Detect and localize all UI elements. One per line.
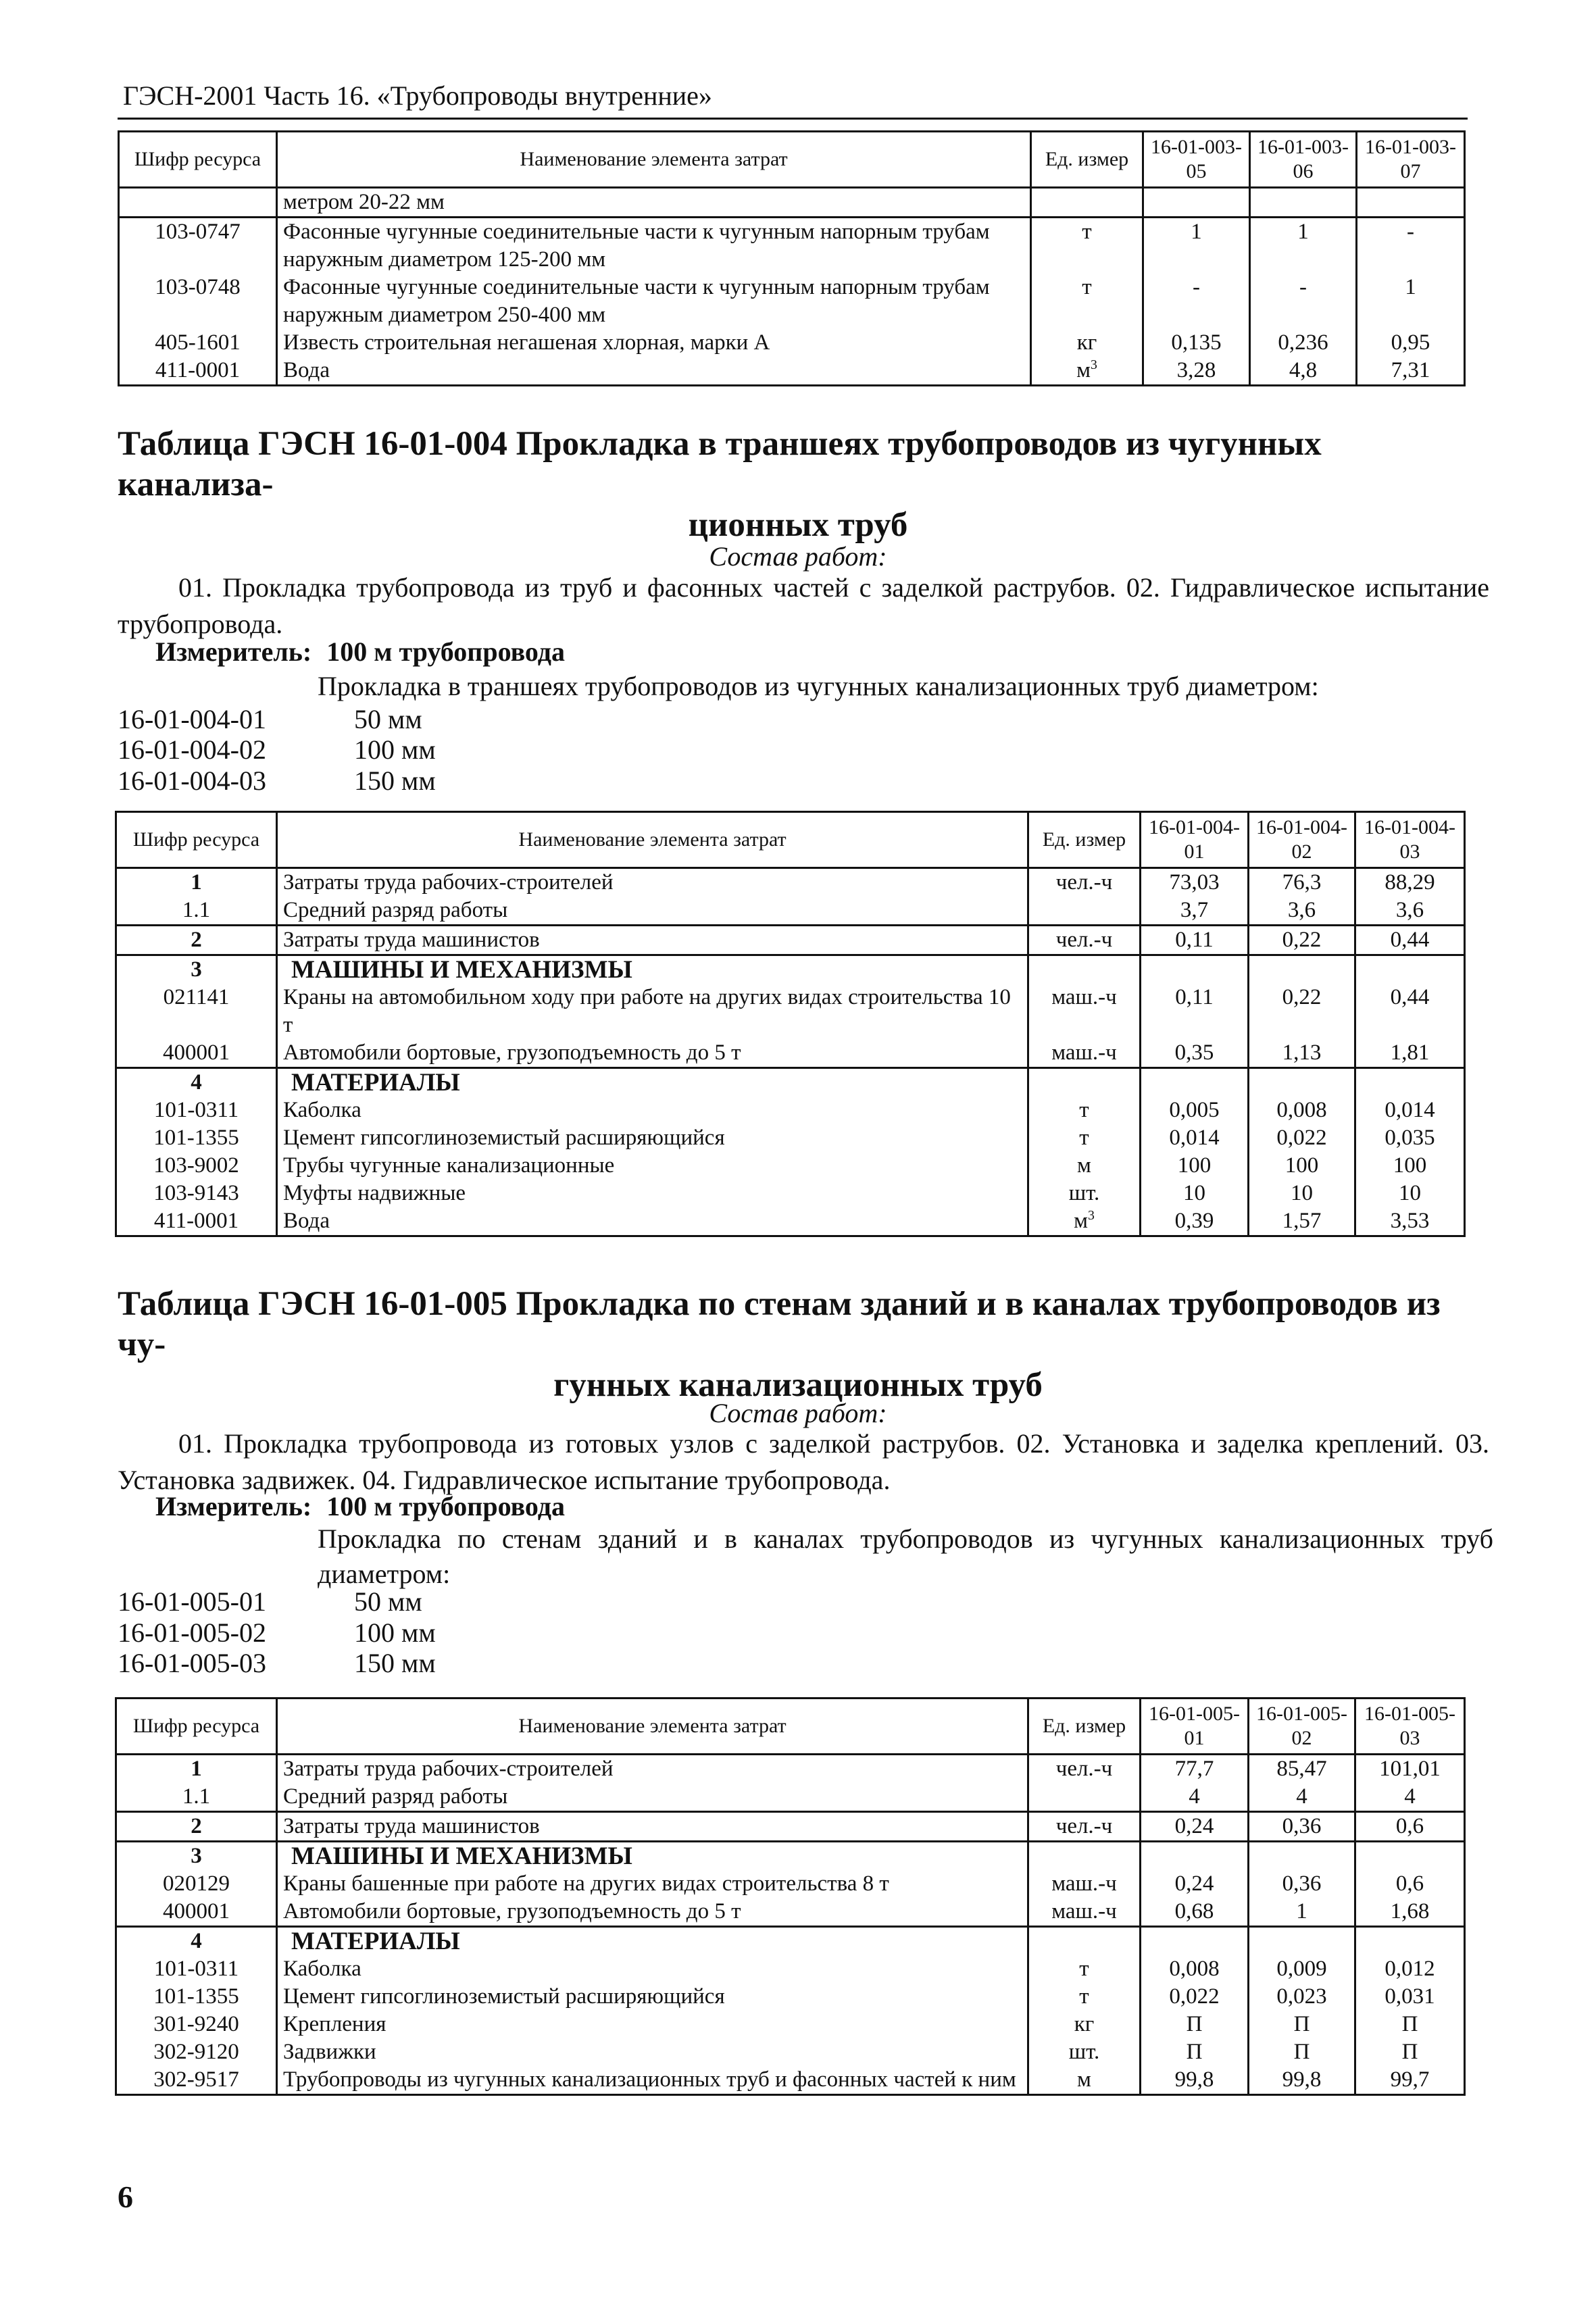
cell-unit: кг: [1031, 329, 1143, 357]
cell-value: 0,36: [1249, 1812, 1355, 1842]
cell-value: -: [1143, 274, 1250, 329]
work-composition-text: 01. Прокладка трубопровода из готовых узлов с заделкой раструбов. 02. Установка и заделка креплений. 03. Установка задвижек. 04. Гидравлическое испытание трубопровода.: [118, 1428, 1489, 1495]
cell-unit: маш.-ч: [1028, 1898, 1141, 1927]
cell-name: Цемент гипсоглиноземистый расширяющийся: [277, 1124, 1028, 1152]
col-header-unit: Ед. измер: [1031, 132, 1143, 188]
col-header-code: Шифр ресурса: [116, 1699, 277, 1755]
cell-value: 99,8: [1141, 2066, 1249, 2095]
cell-value: 4: [1249, 1783, 1355, 1812]
cell-value: 1: [1357, 274, 1465, 329]
cell-unit: м: [1028, 1152, 1141, 1180]
table-row: [116, 1755, 1465, 1784]
cell-code: 301-9240: [116, 2011, 277, 2038]
cell-unit: шт.: [1028, 2038, 1141, 2066]
cell-value: 0,022: [1249, 1124, 1355, 1152]
variants-intro: Прокладка по стенам зданий и в каналах трубопроводов из чугунных канализационных труб диаметром:: [318, 1524, 1493, 1589]
cell-value: 0,36: [1249, 1870, 1355, 1898]
col-header-code: Шифр ресурса: [119, 132, 277, 188]
page-number: 6: [118, 2180, 133, 2214]
table-row: [116, 1097, 1465, 1124]
cell-unit: [1028, 1783, 1141, 1812]
table-row: [116, 1842, 1465, 1871]
cell-name: Цемент гипсоглиноземистый расширяющийся: [277, 1983, 1028, 2011]
cell-value: 0,22: [1249, 926, 1355, 955]
variant-code: 16-01-005-03: [118, 1648, 266, 1678]
cell-value: 10: [1355, 1180, 1465, 1207]
cell-unit: маш.-ч: [1028, 1039, 1141, 1068]
cell-value: 1,57: [1249, 1207, 1355, 1236]
cell-name: Каболка: [277, 1955, 1028, 1983]
variant-size: 100 мм: [354, 1617, 436, 1648]
cell-value: [1249, 955, 1355, 984]
cell-unit: кг: [1028, 2011, 1141, 2038]
cell-value: 1,13: [1249, 1039, 1355, 1068]
cell-value: 10: [1141, 1180, 1249, 1207]
measure-value: 100 м трубопровода: [326, 1491, 565, 1521]
cell-name: Фасонные чугунные соединительные части к чугунным напорным трубам наружным диаметром 125-200 мм: [277, 218, 1031, 274]
table-header-row: [116, 812, 1465, 868]
table-title-line1: Таблица ГЭСН 16-01-004 Прокладка в траншеях трубопроводов из чугунных канализа-: [118, 425, 1322, 503]
cell-code: 1: [116, 1755, 277, 1784]
cell-value: 4: [1355, 1783, 1465, 1812]
cell-value: [1249, 1842, 1355, 1871]
cell-code: 101-0311: [116, 1955, 277, 1983]
table-title-line2: гунных канализационных труб: [553, 1366, 1043, 1404]
variant-line: [118, 1584, 422, 1619]
work-composition-heading: Состав работ:: [709, 541, 887, 572]
cell-unit: т: [1028, 1955, 1141, 1983]
table-title-line1: Таблица ГЭСН 16-01-005 Прокладка по стенам зданий и в каналах трубопроводов из чу-: [118, 1285, 1441, 1363]
cell-value: 0,014: [1355, 1097, 1465, 1124]
cell-value: 88,29: [1355, 868, 1465, 897]
cell-value: 10: [1249, 1180, 1355, 1207]
cell-value: 1,81: [1355, 1039, 1465, 1068]
cell-value: 0,6: [1355, 1870, 1465, 1898]
cell-code: 101-1355: [116, 1124, 277, 1152]
cell-value: П: [1249, 2038, 1355, 2066]
cell-name: Затраты труда рабочих-строителей: [277, 1755, 1028, 1784]
table-title-004: [118, 424, 1478, 545]
cell-value: 0,24: [1141, 1870, 1249, 1898]
table-row: [116, 1180, 1465, 1207]
cell-value: 0,95: [1357, 329, 1465, 357]
cell-value: П: [1355, 2038, 1465, 2066]
cell-code: 400001: [116, 1898, 277, 1927]
table-header-row: [116, 1699, 1465, 1755]
cell-value: 99,7: [1355, 2066, 1465, 2095]
measure-label: Измеритель:: [155, 636, 312, 667]
cell-value: 0,22: [1249, 984, 1355, 1039]
cell-code: 405-1601: [119, 329, 277, 357]
table-row: [116, 1898, 1465, 1927]
cell-name: Трубопроводы из чугунных канализационных труб и фасонных частей к ним: [277, 2066, 1028, 2095]
cell-code: 020129: [116, 1870, 277, 1898]
cell-name: Затраты труда рабочих-строителей: [277, 868, 1028, 897]
col-header-norm-2: 16-01-004-02: [1249, 812, 1355, 868]
variant-line: [118, 1646, 436, 1681]
measure-line: [155, 636, 565, 668]
cell-value: 76,3: [1249, 868, 1355, 897]
cell-name: Средний разряд работы: [277, 1783, 1028, 1812]
table-row: [116, 926, 1465, 955]
cell-value: [1357, 188, 1465, 218]
col-header-norm-1: 16-01-004-01: [1141, 812, 1249, 868]
col-header-norm-2: 16-01-003-06: [1250, 132, 1357, 188]
table-row: [116, 1152, 1465, 1180]
cell-name: Трубы чугунные канализационные: [277, 1152, 1028, 1180]
cell-unit: $м^3$: [1028, 1207, 1141, 1236]
work-composition-text: 01. Прокладка трубопровода из труб и фасонных частей с заделкой раструбов. 02. Гидравлическое испытание трубопровода.: [118, 572, 1489, 639]
cell-value: -: [1357, 218, 1465, 274]
cell-unit: $м^3$: [1031, 357, 1143, 386]
cell-value: 100: [1249, 1152, 1355, 1180]
variant-code: 16-01-004-03: [118, 765, 266, 796]
running-header: ГЭСН-2001 Часть 16. «Трубопроводы внутренние»: [123, 80, 712, 111]
cell-value: 0,035: [1355, 1124, 1465, 1152]
cell-code: 103-9002: [116, 1152, 277, 1180]
cell-value: [1249, 1927, 1355, 1956]
variant-line: [118, 732, 436, 768]
cell-value: [1141, 1927, 1249, 1956]
cell-unit: т: [1031, 274, 1143, 329]
col-header-unit: Ед. измер: [1028, 812, 1141, 868]
cell-value: 0,022: [1141, 1983, 1249, 2011]
cell-name: Средний разряд работы: [277, 897, 1028, 926]
table-row: [116, 1124, 1465, 1152]
cell-value: [1141, 1068, 1249, 1097]
cell-code: 021141: [116, 984, 277, 1039]
cell-name: Краны на автомобильном ходу при работе на других видах строительства 10 т: [277, 984, 1028, 1039]
cell-value: 7,31: [1357, 357, 1465, 386]
cell-name: Крепления: [277, 2011, 1028, 2038]
cell-value: 85,47: [1249, 1755, 1355, 1784]
cell-value: [1355, 1842, 1465, 1871]
cell-value: 3,28: [1143, 357, 1250, 386]
variant-code: 16-01-004-01: [118, 704, 266, 734]
cell-unit: м: [1028, 2066, 1141, 2095]
cell-code: 2: [116, 926, 277, 955]
cell-value: 0,009: [1249, 1955, 1355, 1983]
cell-code: 4: [116, 1927, 277, 1956]
cell-name: Каболка: [277, 1097, 1028, 1124]
col-header-code: Шифр ресурса: [116, 812, 277, 868]
cell-name: Вода: [277, 357, 1031, 386]
cell-code: 2: [116, 1812, 277, 1842]
table-row: [119, 357, 1465, 386]
cell-value: 100: [1355, 1152, 1465, 1180]
cell-value: 0,68: [1141, 1898, 1249, 1927]
cell-value: П: [1141, 2038, 1249, 2066]
table-row: [116, 897, 1465, 926]
cell-value: 0,35: [1141, 1039, 1249, 1068]
table-row: [116, 1812, 1465, 1842]
cell-code: 3: [116, 955, 277, 984]
cell-name: Автомобили бортовые, грузоподъемность до 5 т: [277, 1039, 1028, 1068]
cell-code: 101-0311: [116, 1097, 277, 1124]
cell-code: 1: [116, 868, 277, 897]
measure-label: Измеритель:: [155, 1491, 312, 1521]
cell-name: Муфты надвижные: [277, 1180, 1028, 1207]
cell-unit: чел.-ч: [1028, 1755, 1141, 1784]
table-row: [119, 188, 1465, 218]
table-row: [116, 1983, 1465, 2011]
cell-unit: [1028, 1927, 1141, 1956]
cell-unit: т: [1028, 1983, 1141, 2011]
cell-name: Фасонные чугунные соединительные части к чугунным напорным трубам наружным диаметром 250-400 мм: [277, 274, 1031, 329]
cell-unit: [1028, 897, 1141, 926]
col-header-norm-3: 16-01-003-07: [1357, 132, 1465, 188]
cell-section-heading: МАТЕРИАЛЫ: [277, 1068, 1028, 1097]
cell-unit: [1028, 1842, 1141, 1871]
cell-value: [1141, 955, 1249, 984]
cell-value: 4,8: [1250, 357, 1357, 386]
col-header-norm-1: 16-01-003-05: [1143, 132, 1250, 188]
table-row: [116, 1870, 1465, 1898]
cell-code: 103-0747: [119, 218, 277, 274]
col-header-name: Наименование элемента затрат: [277, 1699, 1028, 1755]
cell-name: Краны башенные при работе на других видах строительства 8 т: [277, 1870, 1028, 1898]
cell-name: Затраты труда машинистов: [277, 926, 1028, 955]
cell-unit: маш.-ч: [1028, 984, 1141, 1039]
variant-code: 16-01-005-02: [118, 1617, 266, 1648]
resource-table-004: [115, 811, 1466, 1237]
cell-name: Автомобили бортовые, грузоподъемность до 5 т: [277, 1898, 1028, 1927]
table-row: [116, 984, 1465, 1039]
cell-value: 4: [1141, 1783, 1249, 1812]
cell-value: П: [1355, 2011, 1465, 2038]
cell-value: 101,01: [1355, 1755, 1465, 1784]
cell-unit: маш.-ч: [1028, 1870, 1141, 1898]
header-rule: [118, 118, 1468, 120]
cell-unit: т: [1028, 1097, 1141, 1124]
cell-value: [1249, 1068, 1355, 1097]
cell-value: 3,7: [1141, 897, 1249, 926]
cell-value: 0,012: [1355, 1955, 1465, 1983]
cell-section-heading: МАШИНЫ И МЕХАНИЗМЫ: [277, 955, 1028, 984]
cell-value: 3,53: [1355, 1207, 1465, 1236]
cell-value: 99,8: [1249, 2066, 1355, 2095]
cell-code: 1.1: [116, 897, 277, 926]
cell-value: 0,6: [1355, 1812, 1465, 1842]
measure-value: 100 м трубопровода: [326, 636, 565, 667]
cell-unit: [1031, 188, 1143, 218]
table-row: [116, 1955, 1465, 1983]
table-row: [116, 955, 1465, 984]
table-title-005: [118, 1284, 1478, 1405]
variants-intro: Прокладка в траншеях трубопроводов из чугунных канализационных труб диаметром:: [318, 671, 1319, 701]
cell-name: метром 20-22 мм: [277, 188, 1031, 218]
table-row: [119, 218, 1465, 274]
col-header-unit: Ед. измер: [1028, 1699, 1141, 1755]
cell-unit: шт.: [1028, 1180, 1141, 1207]
table-row: [116, 1207, 1465, 1236]
cell-code: 103-0748: [119, 274, 277, 329]
cell-value: [1355, 1068, 1465, 1097]
cell-code: 4: [116, 1068, 277, 1097]
cell-value: 0,023: [1249, 1983, 1355, 2011]
cell-code: 411-0001: [116, 1207, 277, 1236]
cell-value: 1,68: [1355, 1898, 1465, 1927]
cell-value: 0,008: [1141, 1955, 1249, 1983]
cell-name: Затраты труда машинистов: [277, 1812, 1028, 1842]
cell-unit: чел.-ч: [1028, 926, 1141, 955]
cell-code: 411-0001: [119, 357, 277, 386]
cell-value: [1250, 188, 1357, 218]
cell-value: 0,39: [1141, 1207, 1249, 1236]
cell-value: 1: [1250, 218, 1357, 274]
variant-size: 50 мм: [354, 1586, 422, 1617]
cell-value: 0,44: [1355, 984, 1465, 1039]
cell-section-heading: МАТЕРИАЛЫ: [277, 1927, 1028, 1956]
cell-value: 0,236: [1250, 329, 1357, 357]
col-header-norm-3: 16-01-005-03: [1355, 1699, 1465, 1755]
col-header-norm-2: 16-01-005-02: [1249, 1699, 1355, 1755]
cell-value: 0,135: [1143, 329, 1250, 357]
cell-unit: чел.-ч: [1028, 868, 1141, 897]
cell-value: 0,031: [1355, 1983, 1465, 2011]
cell-code: [119, 188, 277, 218]
col-header-name: Наименование элемента затрат: [277, 132, 1031, 188]
table-title-line2: ционных труб: [688, 506, 908, 544]
cell-code: 400001: [116, 1039, 277, 1068]
col-header-norm-3: 16-01-004-03: [1355, 812, 1465, 868]
cell-unit: т: [1028, 1124, 1141, 1152]
cell-value: -: [1250, 274, 1357, 329]
table-row: [116, 1068, 1465, 1097]
cell-value: [1141, 1842, 1249, 1871]
cell-value: 100: [1141, 1152, 1249, 1180]
col-header-name: Наименование элемента затрат: [277, 812, 1028, 868]
cell-value: 0,005: [1141, 1097, 1249, 1124]
cell-unit: т: [1031, 218, 1143, 274]
table-row: [116, 2011, 1465, 2038]
variant-code: 16-01-005-01: [118, 1586, 266, 1617]
cell-unit: чел.-ч: [1028, 1812, 1141, 1842]
cell-unit: [1028, 1068, 1141, 1097]
variant-size: 150 мм: [354, 1648, 436, 1678]
cell-value: 3,6: [1355, 897, 1465, 926]
col-header-norm-1: 16-01-005-01: [1141, 1699, 1249, 1755]
table-row: [116, 1927, 1465, 1956]
table-row: [116, 868, 1465, 897]
cell-code: 302-9120: [116, 2038, 277, 2066]
variant-line: [118, 763, 436, 799]
cell-value: 0,008: [1249, 1097, 1355, 1124]
resource-table-005: [115, 1697, 1466, 2096]
variant-code: 16-01-004-02: [118, 734, 266, 765]
variant-size: 150 мм: [354, 765, 436, 796]
cell-name: Известь строительная негашеная хлорная, марки А: [277, 329, 1031, 357]
cell-value: [1355, 955, 1465, 984]
table-row: [119, 329, 1465, 357]
table-row: [116, 2038, 1465, 2066]
cell-value: 0,014: [1141, 1124, 1249, 1152]
cell-code: 101-1355: [116, 1983, 277, 2011]
cell-code: 103-9143: [116, 1180, 277, 1207]
resource-table-003: [118, 130, 1466, 386]
variant-size: 100 мм: [354, 734, 436, 765]
table-row: [116, 1783, 1465, 1812]
cell-value: 77,7: [1141, 1755, 1249, 1784]
cell-value: 0,11: [1141, 984, 1249, 1039]
cell-value: [1143, 188, 1250, 218]
table-header-row: [119, 132, 1465, 188]
measure-line: [155, 1490, 565, 1522]
cell-value: 0,44: [1355, 926, 1465, 955]
cell-value: 73,03: [1141, 868, 1249, 897]
cell-unit: [1028, 955, 1141, 984]
table-row: [119, 274, 1465, 329]
cell-code: 302-9517: [116, 2066, 277, 2095]
table-row: [116, 1039, 1465, 1068]
cell-section-heading: МАШИНЫ И МЕХАНИЗМЫ: [277, 1842, 1028, 1871]
cell-value: [1355, 1927, 1465, 1956]
table-row: [116, 2066, 1465, 2095]
cell-name: Вода: [277, 1207, 1028, 1236]
cell-name: Задвижки: [277, 2038, 1028, 2066]
cell-value: 1: [1249, 1898, 1355, 1927]
cell-value: 1: [1143, 218, 1250, 274]
cell-value: 0,11: [1141, 926, 1249, 955]
cell-value: 0,24: [1141, 1812, 1249, 1842]
variant-size: 50 мм: [354, 704, 422, 734]
cell-code: 1.1: [116, 1783, 277, 1812]
cell-code: 3: [116, 1842, 277, 1871]
cell-value: П: [1141, 2011, 1249, 2038]
cell-value: П: [1249, 2011, 1355, 2038]
cell-value: 3,6: [1249, 897, 1355, 926]
work-composition-heading: Состав работ:: [709, 1398, 887, 1428]
